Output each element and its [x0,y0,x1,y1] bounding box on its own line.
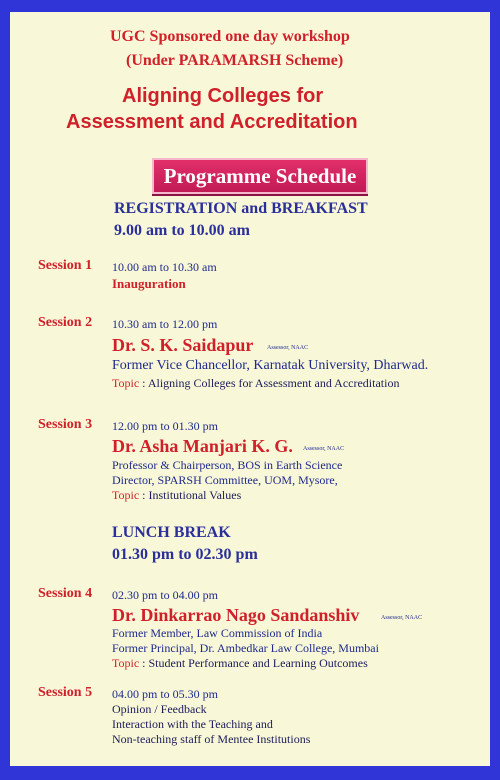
session-2-label: Session 2 [38,315,93,330]
session-1-time: 10.00 am to 10.30 am [112,260,217,274]
programme-schedule-badge: Programme Schedule [152,158,368,194]
session-3-tag: Assessor, NAAC [303,446,345,452]
session-4-topic [112,656,368,671]
session-4-label: Session 4 [38,586,93,601]
lunch-time: 01.30 pm to 02.30 pm [112,546,258,563]
session-5-line-2: Interaction with the Teaching and [112,717,273,731]
title-line-2: Assessment and Accreditation [66,111,358,133]
session-4-affiliation-2: Former Principal, Dr. Ambedkar Law College, Mumbai [112,641,379,655]
lunch-title: LUNCH BREAK [112,524,231,541]
session-3-topic-text: : Institutional Values [142,488,242,502]
session-5-line-3: Non-teaching staff of Mentee Institutions [112,732,311,746]
session-3-time: 12.00 pm to 01.30 pm [112,419,219,433]
session-4-topic-text: : Student Performance and Learning Outcomes [142,656,368,670]
session-4-time: 02.30 pm to 04.00 pm [112,588,219,602]
session-2-time: 10.30 am to 12.00 pm [112,317,218,331]
session-5-line-1: Opinion / Feedback [112,702,207,716]
session-2-tag: Assessor, NAAC [267,345,309,351]
session-5-time: 04.00 pm to 05.30 pm [112,687,219,701]
registration-time: 9.00 am to 10.00 am [114,222,250,239]
session-2-speaker: Dr. S. K. Saidapur [112,335,254,355]
session-5-label: Session 5 [38,685,93,700]
session-4-topic-label: Topic [112,656,140,670]
session-4-tag: Assessor, NAAC [381,615,423,621]
poster [10,12,490,766]
session-3-affiliation-1: Professor & Chairperson, BOS in Earth Science [112,458,343,472]
session-1-label: Session 1 [38,258,93,273]
session-2-topic [112,376,399,391]
scheme-line: (Under PARAMARSH Scheme) [126,52,344,69]
session-2-topic-label: Topic [112,376,140,390]
session-3-topic-label: Topic [112,488,140,502]
session-2-topic-text: : Aligning Colleges for Assessment and Accreditation [142,376,400,390]
title-line-1: Aligning Colleges for [122,85,324,107]
session-3-affiliation-2: Director, SPARSH Committee, UOM, Mysore, [112,473,338,487]
session-3-label: Session 3 [38,417,93,432]
session-1-title: Inauguration [112,276,186,291]
session-4-speaker: Dr. Dinkarrao Nago Sandanshiv [112,605,360,625]
session-4-affiliation-1: Former Member, Law Commission of India [112,626,323,640]
session-3-speaker: Dr. Asha Manjari K. G. [112,436,293,456]
session-2-affiliation: Former Vice Chancellor, Karnatak University, Dharwad. [112,358,429,373]
workshop-line: UGC Sponsored one day workshop [110,28,350,45]
registration-title: REGISTRATION and BREAKFAST [114,200,368,217]
session-3-topic [112,488,241,503]
